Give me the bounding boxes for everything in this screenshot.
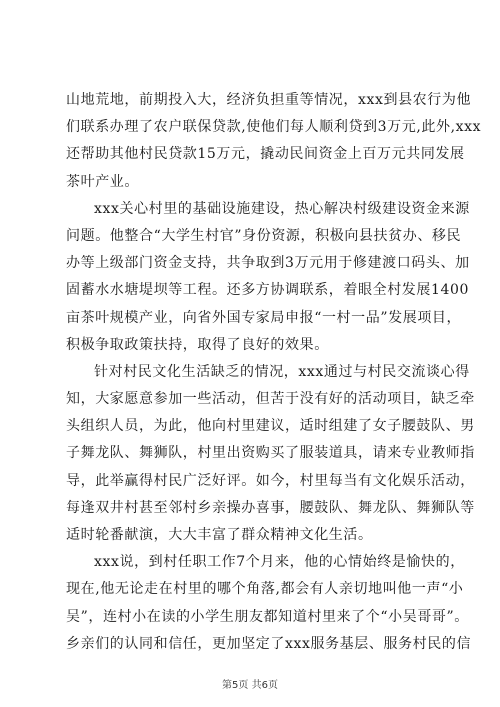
text-line: 问题。他整合“大学生村官”身份资源，积极向县扶贫办、移民 [66, 227, 462, 244]
text-line: 头组织人员，为此，他向村里建议，适时组建了女子腰鼓队、男 [66, 418, 475, 435]
text-line: 现在,他无论走在村里的哪个角落,都会有人亲切地叫他一声“小 [66, 581, 464, 598]
paragraph [66, 87, 482, 196]
page-footer [0, 676, 500, 691]
page-number: 第5页 共6页 [222, 680, 278, 691]
text-line: 还帮助其他村民贷款15万元，撬动民间资金上百万元共同发展 [66, 146, 465, 163]
paragraph [66, 359, 475, 549]
text-line: 固蓄水水塘堤坝等工程。还多方协调联系，着眼全村发展1400 [66, 282, 470, 299]
text-line: 针对村民文化生活缺乏的情况，xxx通过与村民交流谈心得 [94, 363, 470, 380]
text-line: xxx关心村里的基础设施建设，热心解决村级建设资金来源 [94, 200, 470, 217]
text-line: 乡亲们的认同和信任，更加坚定了xxx服务基层、服务村民的信 [66, 635, 472, 652]
paragraph [66, 196, 470, 359]
text-line: 吴”，连村小在读的小学生朋友都知道村里来了个“小吴哥哥”。 [66, 608, 469, 625]
text-line: 们联系办理了农户联保贷款,使他们每人顺利贷到3万元,此外,xxx [66, 119, 482, 136]
text-line: 导，此举赢得村民广泛好评。如今，村里每当有文化娱乐活动， [66, 472, 475, 489]
text-line: 适时轮番献演，大大丰富了群众精神文化生活。 [66, 527, 373, 543]
text-line: 办等上级部门资金支持，共争取到3万元用于修建渡口码头、加 [66, 255, 470, 272]
text-line: 积极争取政策扶持，取得了良好的效果。 [66, 336, 329, 353]
text-line: 每逢双井村甚至邻村乡亲操办喜事，腰鼓队、舞龙队、舞狮队等 [66, 499, 475, 516]
text-line: xxx说，到村任职工作7个月来，他的心情始终是愉快的， [94, 554, 465, 571]
text-line: 茶叶产业。 [66, 173, 139, 190]
text-line: 子舞龙队、舞狮队，村里出资购买了服装道具，请来专业教师指 [66, 445, 475, 462]
text-line: 亩茶叶规模产业，向省外国专家局申报“一村一品”发展项目， [66, 309, 462, 326]
text-line: 知，大家愿意参加一些活动，但苦于没有好的活动项目，缺乏牵 [66, 391, 475, 408]
paragraph [66, 549, 472, 658]
text-line: 山地荒地，前期投入大，经济负担重等情况，xxx到县农行为他 [66, 92, 472, 108]
document-body [66, 87, 482, 658]
